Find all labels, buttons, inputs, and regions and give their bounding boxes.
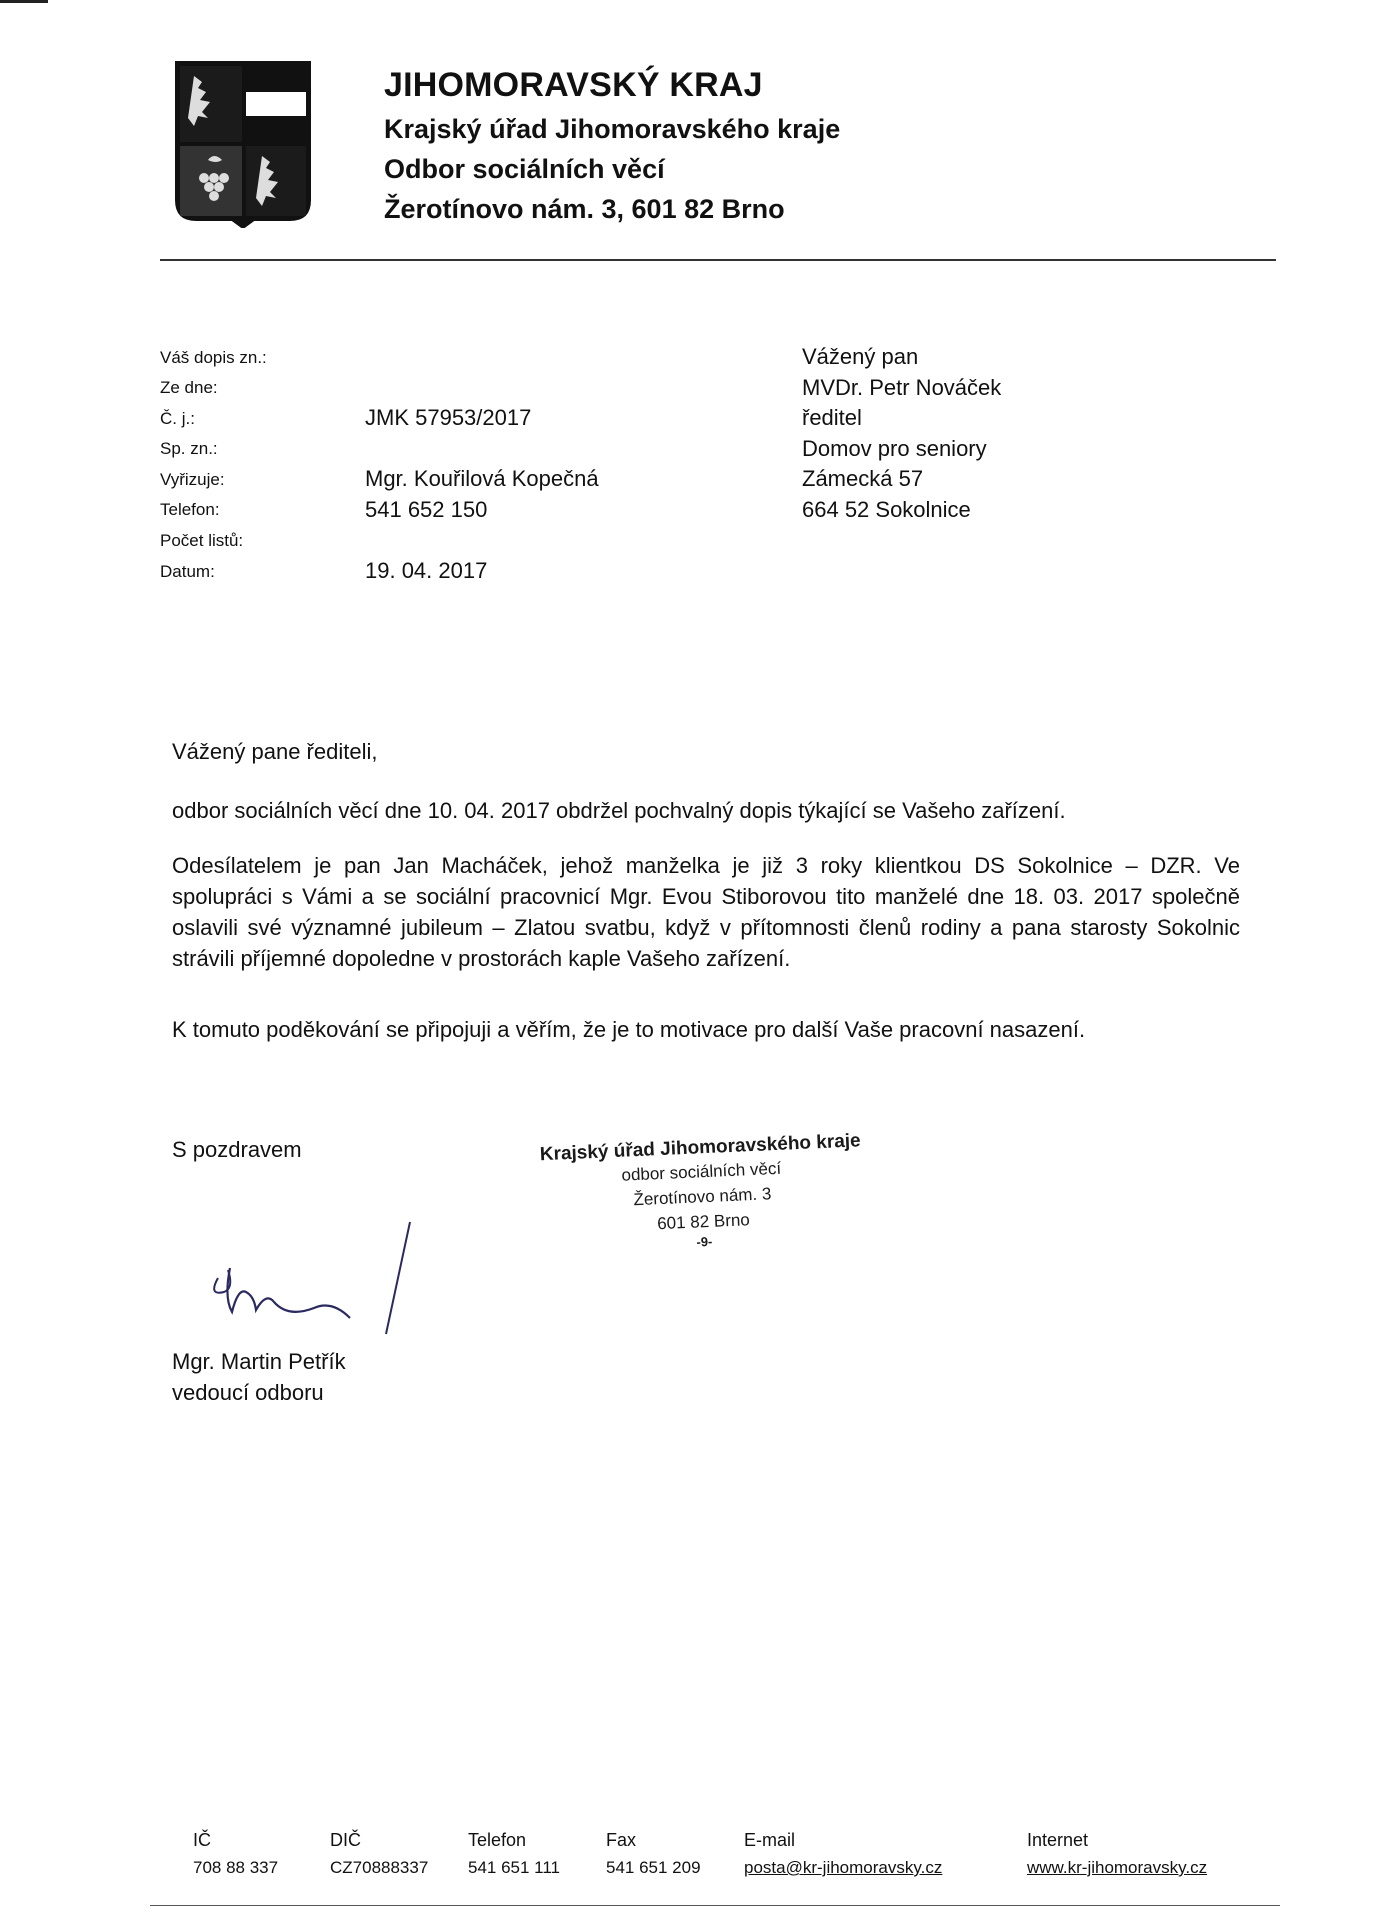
stamp-number: -9- xyxy=(696,1233,713,1250)
header-divider xyxy=(160,259,1276,261)
stamp-department: odbor sociálních věcí xyxy=(621,1158,782,1185)
recipient-line: ředitel xyxy=(802,405,862,430)
recipient-line: 664 52 Sokolnice xyxy=(802,497,971,522)
footer-label-dic: DIČ xyxy=(330,1830,361,1850)
ref-value-date: 19. 04. 2017 xyxy=(365,558,488,583)
stamp-city: 601 82 Brno xyxy=(656,1210,751,1234)
footer-label-ic: IČ xyxy=(193,1830,211,1850)
org-title: JIHOMORAVSKÝ KRAJ xyxy=(384,66,763,104)
recipient-line: MVDr. Petr Nováček xyxy=(802,375,1002,400)
org-department: Odbor sociálních věcí xyxy=(384,154,665,184)
signatory-role: vedoucí odboru xyxy=(172,1380,324,1405)
letter-paragraph: odbor sociálních věcí dne 10. 04. 2017 obdržel pochvalný dopis týkající se Vašeho zařízení. xyxy=(172,798,1066,823)
ref-label-sheets: Počet listů: xyxy=(160,531,244,550)
letter-paragraph: K tomuto poděkování se připojuji a věřím, že je to motivace pro další Vaše pracovní nasazení. xyxy=(172,1017,1086,1042)
letter-closing: S pozdravem xyxy=(172,1137,302,1162)
footer-label-email: E-mail xyxy=(744,1830,796,1850)
letter-paragraph: Odesílatelem je pan Jan Macháček, jehož manželka je již 3 roky klientkou DS Sokolnice – DZR. Ve spolupráci s Vámi a se sociální pracovnicí Mgr. Evou Stiborovou tito manželé dne 18. 03. 2017 společně oslavili své významné jubileum – Zlatou svatbu, když v přítomnosti členů rodiny a pana starosty Sokolnic strávili příjemné dopoledne v prostorách kaple Vašeho zařízení. xyxy=(172,853,1240,971)
org-address: Žerotínovo nám. 3, 601 82 Brno xyxy=(384,194,785,224)
ref-label-date: Datum: xyxy=(160,562,215,581)
coat-of-arms-logo xyxy=(174,60,312,228)
scan-edge-mark xyxy=(0,0,48,3)
signatory-name: Mgr. Martin Petřík xyxy=(172,1349,346,1374)
ref-label-dated: Ze dne: xyxy=(160,378,218,397)
recipient-line: Zámecká 57 xyxy=(802,466,924,491)
ref-label-handled-by: Vyřizuje: xyxy=(160,470,225,489)
footer-label-phone: Telefon xyxy=(468,1830,527,1850)
footer-website-link[interactable]: www.kr-jihomoravsky.cz xyxy=(1027,1858,1208,1877)
footer-value-fax: 541 651 209 xyxy=(606,1858,701,1877)
footer-email-link[interactable]: posta@kr-jihomoravsky.cz xyxy=(744,1858,943,1877)
handwritten-signature xyxy=(200,1220,430,1350)
ref-label-file-no: Sp. zn.: xyxy=(160,439,218,458)
ref-label-your-letter: Váš dopis zn.: xyxy=(160,348,267,367)
ref-label-phone: Telefon: xyxy=(160,500,220,519)
ref-value-ref-no: JMK 57953/2017 xyxy=(365,405,532,430)
footer-label-internet: Internet xyxy=(1027,1830,1089,1850)
org-office-name: Krajský úřad Jihomoravského kraje xyxy=(384,114,841,144)
ref-value-handled-by: Mgr. Kouřilová Kopečná xyxy=(365,466,599,491)
stamp-street: Žerotínovo nám. 3 xyxy=(633,1184,772,1210)
footer-divider xyxy=(150,1905,1280,1906)
footer-value-phone: 541 651 111 xyxy=(468,1858,561,1877)
ref-value-phone: 541 652 150 xyxy=(365,497,488,522)
recipient-line: Domov pro seniory xyxy=(802,436,987,461)
letter-salutation: Vážený pane řediteli, xyxy=(172,739,378,764)
recipient-line: Vážený pan xyxy=(802,344,919,369)
footer-value-dic: CZ70888337 xyxy=(330,1858,429,1877)
ref-label-ref-no: Č. j.: xyxy=(160,409,195,428)
office-stamp xyxy=(500,1129,905,1258)
stamp-org: Krajský úřad Jihomoravského kraje xyxy=(539,1130,862,1166)
footer-label-fax: Fax xyxy=(606,1830,637,1850)
footer-value-ic: 708 88 337 xyxy=(193,1858,279,1877)
